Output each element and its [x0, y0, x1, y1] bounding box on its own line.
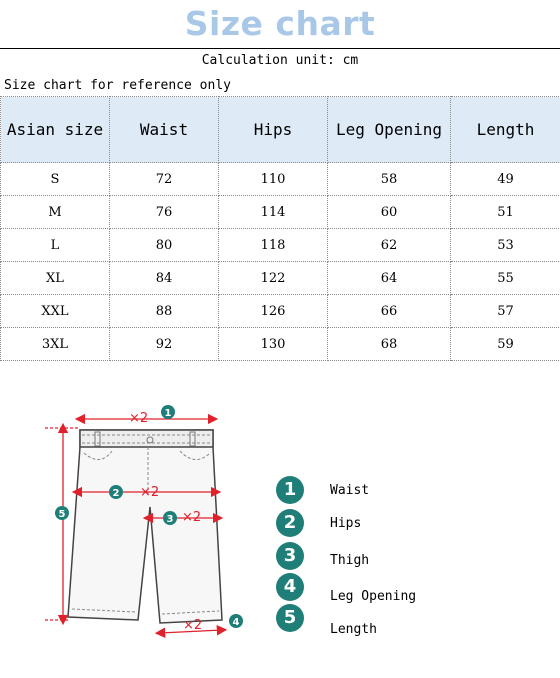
table-cell: 64	[328, 262, 451, 295]
table-cell: 49	[451, 163, 560, 196]
marker-5	[55, 506, 69, 520]
column-header-leg-opening: Leg Opening	[328, 97, 451, 163]
table-cell: 53	[451, 229, 560, 262]
table-cell: 51	[451, 196, 560, 229]
legend-label: Hips	[330, 516, 362, 531]
table-header-row	[1, 97, 560, 163]
svg-text:1: 1	[164, 408, 172, 419]
column-header-length: Length	[451, 97, 560, 163]
table-cell: 118	[219, 229, 328, 262]
table-cell: 126	[219, 295, 328, 328]
table-cell: 57	[451, 295, 560, 328]
table-cell: 68	[328, 328, 451, 361]
table-row	[1, 196, 560, 229]
column-header-size: Asian size	[1, 97, 110, 163]
size-table	[0, 96, 560, 361]
table-cell: 88	[110, 295, 219, 328]
page-title: Size chart	[184, 4, 376, 43]
table-cell: 122	[219, 262, 328, 295]
title-divider	[0, 48, 560, 49]
svg-text:2: 2	[112, 488, 120, 499]
table-cell: XL	[1, 262, 110, 295]
legend-label: Leg Opening	[330, 589, 417, 604]
leg-opening-multiplier: ×2	[183, 618, 203, 633]
legend-number: 1	[276, 476, 304, 504]
table-cell: 58	[328, 163, 451, 196]
table-row	[1, 295, 560, 328]
table-row	[1, 262, 560, 295]
reference-note: Size chart for reference only	[4, 78, 231, 93]
table-cell: 62	[328, 229, 451, 262]
legend-number: 4	[276, 573, 304, 601]
table-cell: 66	[328, 295, 451, 328]
legend-label: Thigh	[330, 553, 370, 568]
legend-number: 2	[276, 509, 304, 537]
table-cell: 114	[219, 196, 328, 229]
table-cell: XXL	[1, 295, 110, 328]
legend-number: 5	[276, 604, 304, 632]
legend-label: Length	[330, 622, 377, 637]
svg-text:5: 5	[58, 509, 66, 520]
svg-text:4: 4	[232, 617, 240, 628]
waist-multiplier: ×2	[129, 411, 149, 426]
table-cell: 80	[110, 229, 219, 262]
marker-1	[161, 405, 175, 419]
thigh-multiplier: ×2	[182, 510, 202, 525]
column-header-hips: Hips	[219, 97, 328, 163]
table-cell: 110	[219, 163, 328, 196]
table-cell: 76	[110, 196, 219, 229]
marker-2	[109, 485, 123, 499]
table-cell: 3XL	[1, 328, 110, 361]
marker-4	[229, 614, 243, 628]
svg-text:3: 3	[166, 514, 174, 525]
table-cell: M	[1, 196, 110, 229]
marker-3	[163, 511, 177, 525]
hips-multiplier: ×2	[140, 485, 160, 500]
unit-note: Calculation unit: cm	[201, 53, 359, 68]
table-cell: 84	[110, 262, 219, 295]
table-row	[1, 163, 560, 196]
table-row	[1, 229, 560, 262]
table-row	[1, 328, 560, 361]
table-cell: 72	[110, 163, 219, 196]
table-cell: 130	[219, 328, 328, 361]
table-cell: 60	[328, 196, 451, 229]
shorts-measurement-diagram	[0, 395, 270, 645]
table-cell: S	[1, 163, 110, 196]
table-cell: 92	[110, 328, 219, 361]
legend-number: 3	[276, 542, 304, 570]
table-cell: 59	[451, 328, 560, 361]
table-cell: 55	[451, 262, 560, 295]
legend-label: Waist	[330, 483, 370, 498]
table-cell: L	[1, 229, 110, 262]
column-header-waist: Waist	[110, 97, 219, 163]
